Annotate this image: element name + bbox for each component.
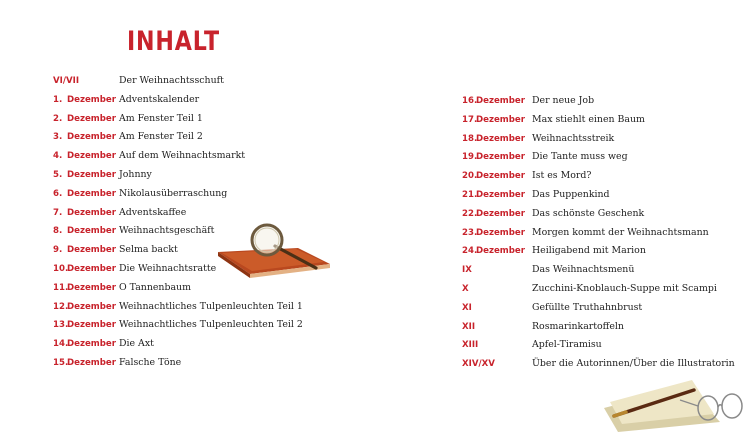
entry-title: Das Weihnachtsmenü — [532, 264, 635, 276]
entry-number: 21.Dezember — [462, 189, 525, 200]
entry-title: Ist es Mord? — [532, 170, 592, 182]
entry-title: Über die Autorinnen/Über die Illustratorin — [532, 358, 735, 370]
entry-number: XI — [462, 302, 472, 313]
entry-title: Am Fenster Teil 1 — [119, 112, 203, 124]
entry-title: Max stiehlt einen Baum — [532, 113, 645, 125]
entry-title: Gefüllte Truthahnbrust — [532, 301, 643, 313]
entry-number: 19.Dezember — [462, 152, 525, 163]
entry-title: Weihnachtliches Tulpenleuchten Teil 2 — [119, 319, 303, 331]
entry-title: Rosmarinkartoffeln — [532, 320, 624, 332]
entry-title: Johnny — [119, 168, 152, 180]
entry-number: 12.Dezember — [53, 301, 116, 312]
entry-title: Weihnachtliches Tulpenleuchten Teil 1 — [119, 300, 303, 312]
entry-title: Die Tante muss weg — [532, 151, 628, 163]
entry-number: 3. Dezember — [53, 132, 116, 143]
entry-title: Apfel-Tiramisu — [532, 339, 602, 351]
entry-title: Falsche Töne — [119, 356, 182, 368]
entry-number: XIV/XV — [462, 359, 495, 370]
entry-number: 23.Dezember — [462, 227, 525, 238]
entry-title: Das Puppenkind — [532, 188, 610, 200]
entry-number: 9. Dezember — [53, 245, 116, 256]
entry-title: Die Axt — [119, 338, 154, 350]
entry-number: X — [462, 283, 469, 294]
entry-number: 2. Dezember — [53, 113, 116, 124]
entry-number: 6. Dezember — [53, 188, 116, 199]
entry-title: Adventskaffee — [119, 206, 187, 218]
entry-number: 10.Dezember — [53, 263, 116, 274]
entry-number: VI/VII — [53, 76, 80, 86]
entry-number: 1. Dezember — [53, 94, 116, 105]
entry-number: XIII — [462, 340, 479, 351]
magnifying-glass-on-book-icon — [212, 222, 334, 280]
entry-title: Nikolausüberraschung — [119, 187, 228, 199]
entry-number: 14.Dezember — [53, 339, 116, 350]
entry-title: O Tannenbaum — [119, 281, 191, 293]
entry-number: 13.Dezember — [53, 320, 116, 331]
entry-title: Das schönste Geschenk — [532, 207, 645, 219]
entry-title: Auf dem Weihnachtsmarkt — [119, 150, 246, 162]
entry-number: 7. Dezember — [53, 207, 116, 218]
entry-title: Der Weihnachtsschuft — [119, 75, 224, 86]
page-title: INHALT — [127, 26, 220, 57]
entry-number: 20.Dezember — [462, 171, 525, 182]
entry-number: 8. Dezember — [53, 226, 116, 237]
entry-title: Zucchini-Knoblauch-Suppe mit Scampi — [532, 282, 717, 294]
entry-number: XII — [462, 321, 476, 332]
entry-number: 4. Dezember — [53, 151, 116, 162]
entry-number: 24.Dezember — [462, 246, 525, 257]
entry-number: 15.Dezember — [53, 357, 116, 368]
entry-title: Morgen kommt der Weihnachtsmann — [532, 226, 709, 238]
entry-title: Selma backt — [119, 244, 178, 256]
entry-title: Weihnachtsgeschäft — [119, 225, 215, 237]
entry-title: Am Fenster Teil 2 — [119, 131, 203, 143]
entry-title: Die Weihnachtsratte — [119, 262, 217, 274]
entry-number: 16.Dezember — [462, 96, 525, 106]
entry-title: Der neue Job — [532, 95, 595, 106]
reading-glasses-on-paper-icon — [596, 370, 746, 432]
entry-number: 17.Dezember — [462, 114, 525, 125]
entry-number: 22.Dezember — [462, 208, 525, 219]
entry-number: 11.Dezember — [53, 282, 116, 293]
entry-number: 5. Dezember — [53, 169, 116, 180]
entry-number: IX — [462, 265, 472, 276]
paper-stack-icon — [604, 380, 720, 432]
entry-title: Weihnachtsstreik — [532, 132, 615, 144]
entry-title: Heiligabend mit Marion — [532, 245, 646, 257]
entry-number: 18.Dezember — [462, 133, 525, 144]
entry-title: Adventskalender — [119, 93, 200, 105]
